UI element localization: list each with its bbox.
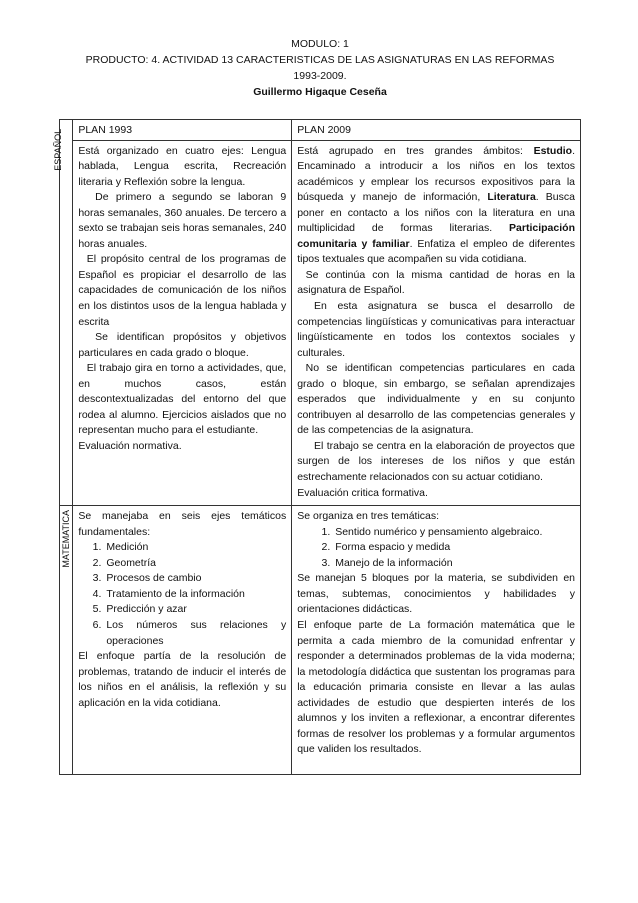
list-item: 3. Procesos de cambio: [104, 571, 286, 587]
author-name: Guillermo Higaque Ceseña: [253, 86, 387, 98]
cell-matematica-2009: [292, 506, 581, 775]
col-header-2009: PLAN 2009: [292, 120, 581, 141]
list-item: 2. Forma espacio y medida: [333, 540, 575, 556]
document-header: [60, 36, 580, 100]
tematicas-list: [297, 525, 575, 572]
paragraph: Evaluación normativa.: [78, 439, 182, 452]
paragraph: En esta asignatura se busca el desarrollo de competencias lingüísticas y comunicativas para interactuar lingüísticamente en todos los contextos sociales y culturales.: [297, 300, 575, 359]
col-header-1993: PLAN 1993: [73, 120, 292, 141]
cell-matematica-1993: [73, 506, 292, 775]
paragraph: El enfoque parte de La formación matemática que le permita a cada miembro de la comunidad enfrentar y responder a determinados problemas de la vida moderna; la metodología didáctica que sustentan los programas para la educación primaria consiste en llevar a las aulas actividades de estudio que despierten interés de los alumnos y los inviten a reflexionar, a encontrar diferentes formas de resolver los problemas y a formular argumentos que validen los resultados.: [297, 618, 575, 756]
paragraph: No se identifican competencias particulares en cada grado o bloque, sin embargo, se señalan aprendizajes esperados que individualmente y en su conjunto contribuyen al desarrollo de las competencias generales y de las competencias de la asignatura.: [297, 362, 575, 437]
product-line: PRODUCTO: 4. ACTIVIDAD 13 CARACTERISTICAS DE LAS ASIGNATURAS EN LAS REFORMAS: [85, 54, 555, 66]
list-item: 4. Tratamiento de la información: [104, 587, 286, 603]
paragraph: El propósito central de los programas de Español es propiciar el desarrollo de las capacidades de comunicación de los niños en los distintos usos de la lengua hablada y escrita: [78, 253, 287, 328]
list-item: 2. Geometría: [104, 556, 286, 572]
paragraph: Está agrupado en tres grandes ámbitos: Estudio. Encaminado a introducir a los niños en los textos académicos y emplear los recursos expositivos para la búsqueda y manejo de información, Literatura. Busca poner en contacto a los niños con la literatura en una multiplicidad de formas literarias. Participación comunitaria y familiar. Enfatiza el empleo de diferentes tipos textuales que acompañen su vida cotidiana.: [297, 144, 575, 266]
ejes-list: [78, 540, 286, 649]
paragraph: El enfoque partía de la resolución de problemas, tratando de inducir el interés de los niños en el análisis, la reflexión y su aplicación en la vida cotidiana.: [78, 650, 287, 709]
paragraph: De primero a segundo se laboran 9 horas semanales, 360 anuales. De tercero a sexto se trabajan seis horas semanales, 240 horas anuales.: [78, 191, 287, 250]
table-header-row: [60, 120, 581, 141]
paragraph: El trabajo se centra en la elaboración de proyectos que surgen de los intereses de los niños y que están estrechamente relacionados con su actuar cotidiano.: [297, 439, 575, 484]
list-item: 3. Manejo de la información: [333, 556, 575, 572]
table-row-espanol: [60, 140, 581, 506]
list-item: 5. Predicción y azar: [104, 602, 286, 618]
paragraph: Evaluación critica formativa.: [297, 486, 428, 499]
paragraph: Se manejan 5 bloques por la materia, se subdividen en temas, subtemas, conocimientos y habilidades y orientaciones didácticas.: [297, 572, 575, 616]
paragraph: Se continúa con la misma cantidad de horas en la asignatura de Español.: [297, 268, 575, 297]
table-row-matematica: [60, 506, 581, 775]
list-item: 1. Sentido numérico y pensamiento algebraico.: [333, 525, 575, 541]
cell-espanol-2009: [292, 140, 581, 506]
row-label-espanol: ESPAÑOL: [60, 120, 73, 506]
paragraph: Se manejaba en seis ejes temáticos fundamentales:: [78, 510, 287, 538]
cell-espanol-1993: [73, 140, 292, 506]
paragraph: El trabajo gira en torno a actividades, que, en muchos casos, están descontextualizadas del entorno del que rodea al alumno. Ejercicios aislados que no representan mucho para el estudiante.: [78, 362, 287, 437]
list-item: 6. Los números sus relaciones y operaciones: [104, 618, 286, 649]
paragraph: Se organiza en tres temáticas:: [297, 510, 440, 523]
paragraph: Está organizado en cuatro ejes: Lengua hablada, Lengua escrita, Recreación literaria y Reflexión sobre la lengua.: [78, 144, 287, 188]
paragraph: Se identifican propósitos y objetivos particulares en cada grado o bloque.: [78, 331, 287, 359]
list-item: 1. Medición: [104, 540, 286, 556]
comparison-table: [53, 119, 581, 775]
row-label-matematica: MATEMATICA: [60, 506, 73, 775]
module-line: MODULO: 1: [291, 38, 349, 50]
years-line: 1993-2009.: [293, 70, 347, 82]
